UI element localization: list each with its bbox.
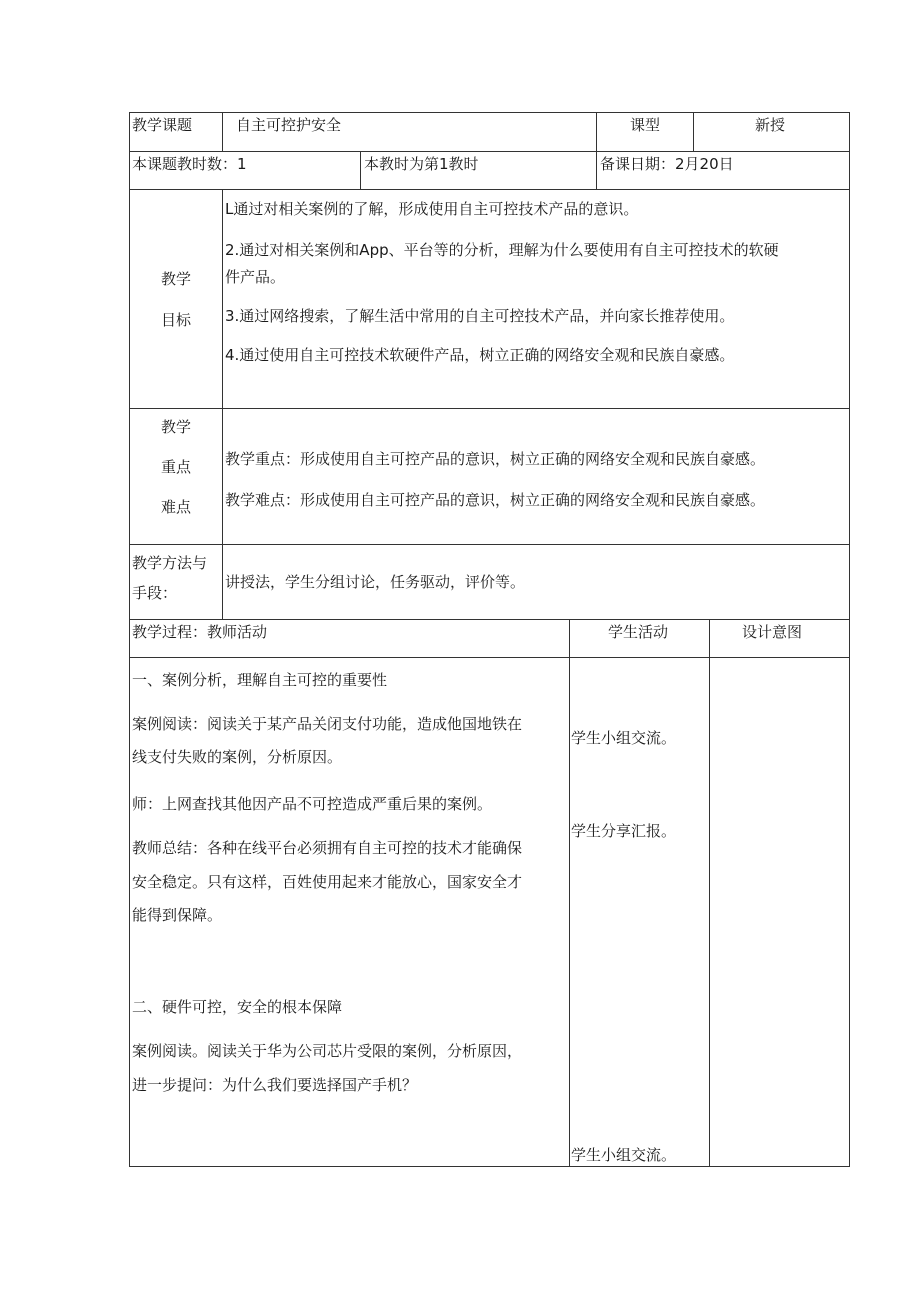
- methods-label-2: 手段：: [132, 584, 178, 602]
- rule-row3: [129, 408, 850, 409]
- teacher-line: 线支付失败的案例，分析原因。: [132, 748, 343, 766]
- rule-proc-a: [569, 619, 570, 1167]
- rule-row6: [129, 657, 850, 658]
- rule-top: [129, 112, 850, 113]
- teacher-line: 案例阅读。阅读关于华为公司芯片受限的案例，分析原因，: [132, 1042, 523, 1060]
- rule-row1: [129, 151, 850, 152]
- teacher-line: 能得到保障。: [132, 906, 223, 924]
- rule-row5: [129, 619, 850, 620]
- rule-r1-a: [222, 112, 223, 151]
- methods-value: 讲授法，学生分组讨论，任务驱动，评价等。: [225, 573, 526, 591]
- teacher-line: 师：上网查找其他因产品不可控造成严重后果的案例。: [132, 795, 493, 813]
- topic-value: 自主可控护安全: [236, 116, 342, 134]
- student-line: 学生小组交流。: [571, 729, 677, 747]
- goals-label-1: 教学: [161, 270, 192, 288]
- rule-bottom: [129, 1166, 850, 1167]
- teacher-line: 教师总结：各种在线平台必须拥有自主可控的技术才能确保: [132, 839, 523, 857]
- goal-item-4: 4.通过使用自主可控技术软硬件产品，树立正确的网络安全观和民族自豪感。: [225, 346, 735, 364]
- teacher-line: 案例阅读：阅读关于某产品关闭支付功能，造成他国地铁在: [132, 715, 523, 733]
- rule-proc-b: [709, 619, 710, 1167]
- process-header-teacher: 教学过程：教师活动: [132, 623, 268, 641]
- rule-row2: [129, 189, 850, 190]
- rule-r2-a: [360, 151, 361, 189]
- key-focus: 教学重点：形成使用自主可控产品的意识，树立正确的网络安全观和民族自豪感。: [225, 450, 766, 468]
- key-difficulty: 教学难点：形成使用自主可控产品的意识，树立正确的网络安全观和民族自豪感。: [225, 491, 766, 509]
- goals-label-2: 目标: [161, 311, 192, 329]
- type-label: 课型: [630, 116, 661, 134]
- goal-item-2-cont: 件产品。: [225, 268, 286, 286]
- current-hour: 本教时为第1教时: [364, 155, 479, 173]
- type-value: 新授: [755, 116, 786, 134]
- goal-item-2: 2.通过对相关案例和App、平台等的分析，理解为什么要使用有自主可控技术的软硬: [225, 241, 779, 259]
- teacher-line: 进一步提问：为什么我们要选择国产手机？: [132, 1076, 418, 1094]
- prep-date: 备课日期：2月20日: [600, 155, 734, 173]
- rule-row4: [129, 544, 850, 545]
- teacher-line: 安全稳定。只有这样，百姓使用起来才能放心，国家安全才: [132, 873, 523, 891]
- rule-r1-b: [596, 112, 597, 151]
- total-hours: 本课题教时数：1: [132, 155, 247, 173]
- rule-label-col: [222, 189, 223, 619]
- keypoints-label-2: 重点: [161, 458, 192, 476]
- rule-r2-b: [596, 151, 597, 189]
- methods-label-1: 教学方法与: [132, 554, 208, 572]
- goal-item-3: 3.通过网络搜索，了解生活中常用的自主可控技术产品，并向家长推荐使用。: [225, 307, 735, 325]
- process-header-student: 学生活动: [608, 623, 669, 641]
- section-1-title: 一、案例分析，理解自主可控的重要性: [132, 671, 388, 689]
- process-header-design: 设计意图: [742, 623, 803, 641]
- student-line: 学生分享汇报。: [571, 822, 677, 840]
- section-2-title: 二、硬件可控，安全的根本保障: [132, 998, 343, 1016]
- topic-label: 教学课题: [132, 116, 193, 134]
- rule-right: [849, 112, 850, 1167]
- goal-item-1: L通过对相关案例的了解，形成使用自主可控技术产品的意识。: [225, 200, 639, 218]
- keypoints-label-1: 教学: [161, 418, 192, 436]
- rule-r1-c: [693, 112, 694, 151]
- keypoints-label-3: 难点: [161, 498, 192, 516]
- student-line: 学生小组交流。: [571, 1146, 677, 1164]
- rule-left: [129, 112, 130, 1167]
